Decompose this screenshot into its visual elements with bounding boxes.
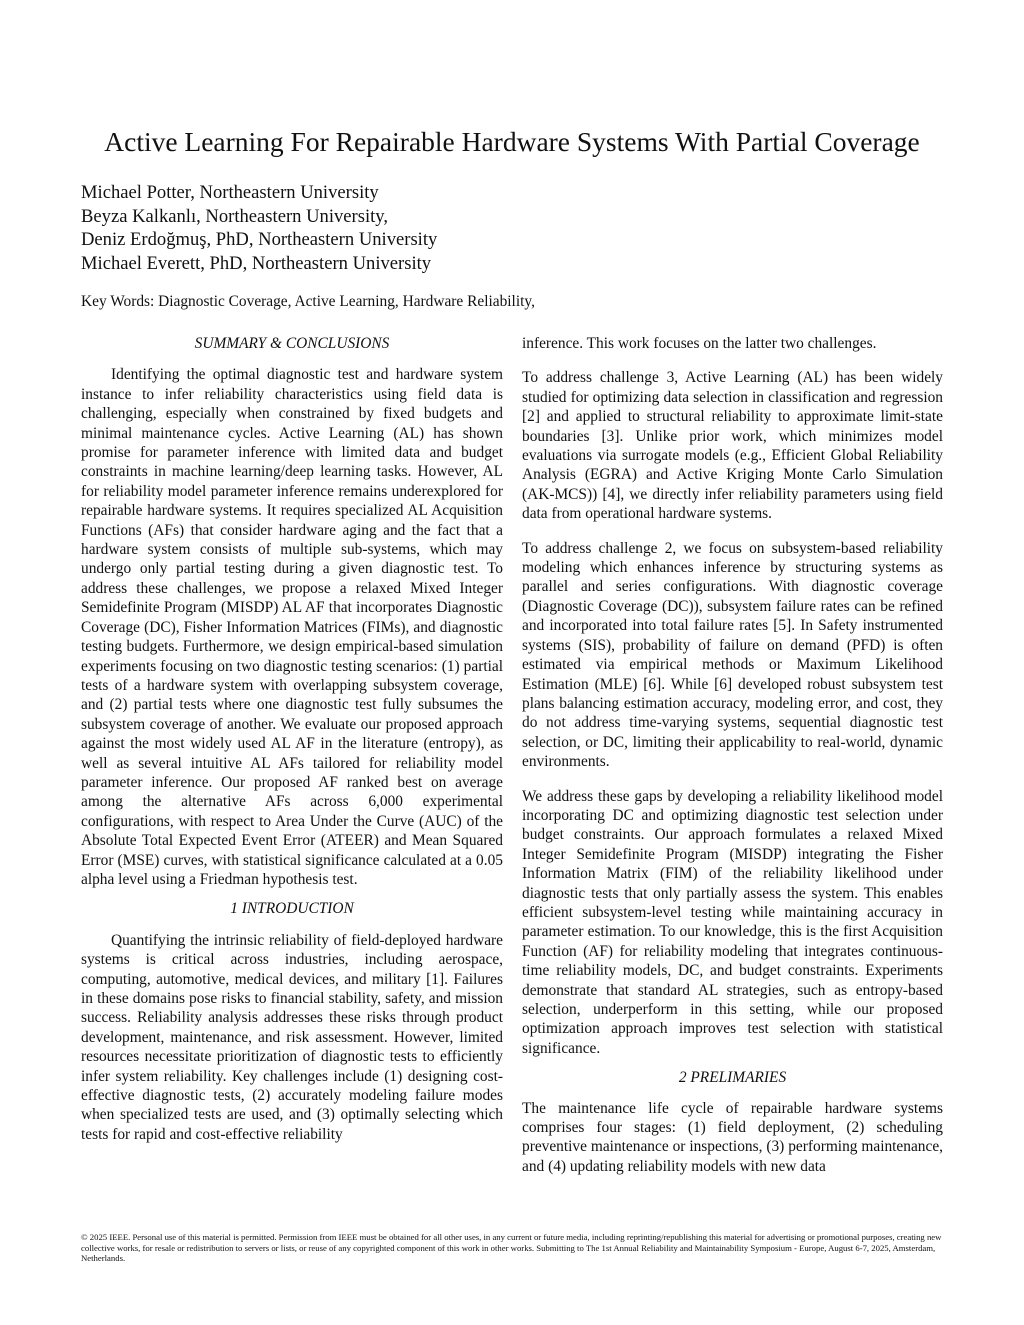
body-paragraph: We address these gaps by developing a reliability likelihood model incorporating DC and optimizing diagnostic test selection under budget constraints. Our approach formulates a relaxed Mixed Integer Semidefinite Program (MISDP) integrating the Fisher Information Matrix (FIM) of the reliability likelihood under diagnostic tests that only partially assess the system. This enables efficient subsystem-level testing while maintaining accuracy in parameter estimation. To our knowledge, this is the first Acquisition Function (AF) for reliability modeling that integrates continuous-time reliability models, DC, and budget constraints. Experiments demonstrate that standard AL strategies, such as entropy-based selection, underperform in this setting, while our proposed optimization approach improves test selection with statistical significance.: [522, 787, 943, 1057]
page-title: Active Learning For Repairable Hardware Systems With Partial Coverage: [104, 126, 920, 157]
copyright-notice: © 2025 IEEE. Personal use of this material is permitted. Permission from IEEE must be obtained for all other uses, in any current or future media, including reprinting/republishing this material for advertising or promotional purposes, creating new collective works, for resale or redistribution to servers or lists, or reuse of any copyrighted component of this work in other works. Submitting to The 1st Annual Reliability and Maintainability Symposium - Europe, August 6-7, 2025, Amsterdam, Netherlands.: [81, 1232, 942, 1264]
introduction-heading: 1 INTRODUCTION: [230, 900, 354, 918]
author-list: [81, 181, 437, 275]
author-line: Michael Everett, PhD, Northeastern University: [81, 252, 432, 274]
keywords: Key Words: Diagnostic Coverage, Active Learning, Hardware Reliability,: [81, 293, 535, 310]
body-paragraph: To address challenge 2, we focus on subsystem-based reliability modeling which enhances inference by structuring systems as parallel and series configurations. With diagnostic coverage (Diagnostic Coverage (DC)), subsystem failure rates can be refined and incorporated into total failure rates [5]. In Safety instrumented systems (SIS), probability of failure on demand (PFD) is often estimated via empirical methods or Maximum Likelihood Estimation (MLE) [6]. While [6] developed robust subsystem test plans balancing estimation accuracy, modeling error, and cost, they do not address time-varying systems, sequential diagnostic test selection, or DC, limiting their applicability to real-world, dynamic environments.: [522, 539, 943, 771]
introduction-paragraph: Quantifying the intrinsic reliability of field-deployed hardware systems is critical across industries, including aerospace, computing, automotive, medical devices, and military [1]. Failures in these domains pose risks to financial stability, safety, and mission success. Reliability analysis addresses these risks through product development, maintenance, and risk assessment. However, limited resources necessitate prioritization of diagnostic tests to efficiently infer system reliability. Key challenges include (1) designing cost-effective diagnostic tests, (2) accurately modeling failure modes when specialized tests are used, and (3) optimally selecting which tests for rapid and cost-effective reliability: [81, 931, 503, 1143]
summary-paragraph: Identifying the optimal diagnostic test and hardware system instance to infer reliability characteristics using field data is challenging, especially when constrained by fixed budgets and minimal maintenance cycles. Active Learning (AL) has shown promise for parameter inference with limited data and budget constraints in machine learning/deep learning tasks. However, AL for reliability model parameter inference remains underexplored for repairable hardware systems. It requires specialized AL Acquisition Functions (AFs) that consider hardware aging and the fact that a hardware system consists of multiple sub-systems, which may undergo only partial testing during a given diagnostic test. To address these challenges, we propose a relaxed Mixed Integer Semidefinite Program (MISDP) AL AF that incorporates Diagnostic Coverage (DC), Fisher Information Matrices (FIMs), and diagnostic testing budgets. Furthermore, we design empirical-based simulation experiments focusing on two diagnostic testing scenarios: (1) partial tests of a hardware system with overlapping subsystem coverage, and (2) partial tests where one diagnostic test fully subsumes the subsystem coverage of another. We evaluate our proposed approach against the most widely used AL AF in the literature (entropy), as well as several intuitive AL AFs tailored for reliability model parameter inference. Our proposed AF ranked best on average among the alternative AFs across 6,000 experimental configurations, with respect to Area Under the Curve (AUC) of the Absolute Total Expected Event Error (ATEER) and Mean Squared Error (MSE) curves, with statistical significance calculated at a 0.05 alpha level using a Friedman hypothesis test.: [81, 366, 503, 888]
author-line: Michael Potter, Northeastern University: [81, 182, 379, 203]
preliminaries-heading: 2 PRELIMARIES: [678, 1069, 787, 1087]
summary-heading: SUMMARY & CONCLUSIONS: [194, 335, 390, 352]
body-paragraph: inference. This work focuses on the latter two challenges.: [522, 335, 877, 352]
author-line: Beyza Kalkanlı, Northeastern University,: [81, 205, 389, 227]
body-paragraph: To address challenge 3, Active Learning (AL) has been widely studied for optimizing data selection in classification and regression [2] and applied to structural reliability to approximate limit-state boundaries [3]. Unlike prior work, which minimizes model evaluations via surrogate models (e.g., Efficient Global Reliability Analysis (EGRA) and Active Kriging Monte Carlo Simulation (AK-MCS)) [4], we directly infer reliability parameters using field data from operational hardware systems.: [522, 369, 943, 523]
left-column: [81, 334, 503, 1144]
body-paragraph: The maintenance life cycle of repairable hardware systems comprises four stages: (1) field deployment, (2) scheduling preventive maintenance or inspections, (3) performing maintenance, and (4) updating reliability models with new data: [522, 1099, 943, 1175]
right-column: [522, 334, 943, 1176]
author-line: Deniz Erdoğmuş, PhD, Northeastern University: [81, 229, 438, 251]
